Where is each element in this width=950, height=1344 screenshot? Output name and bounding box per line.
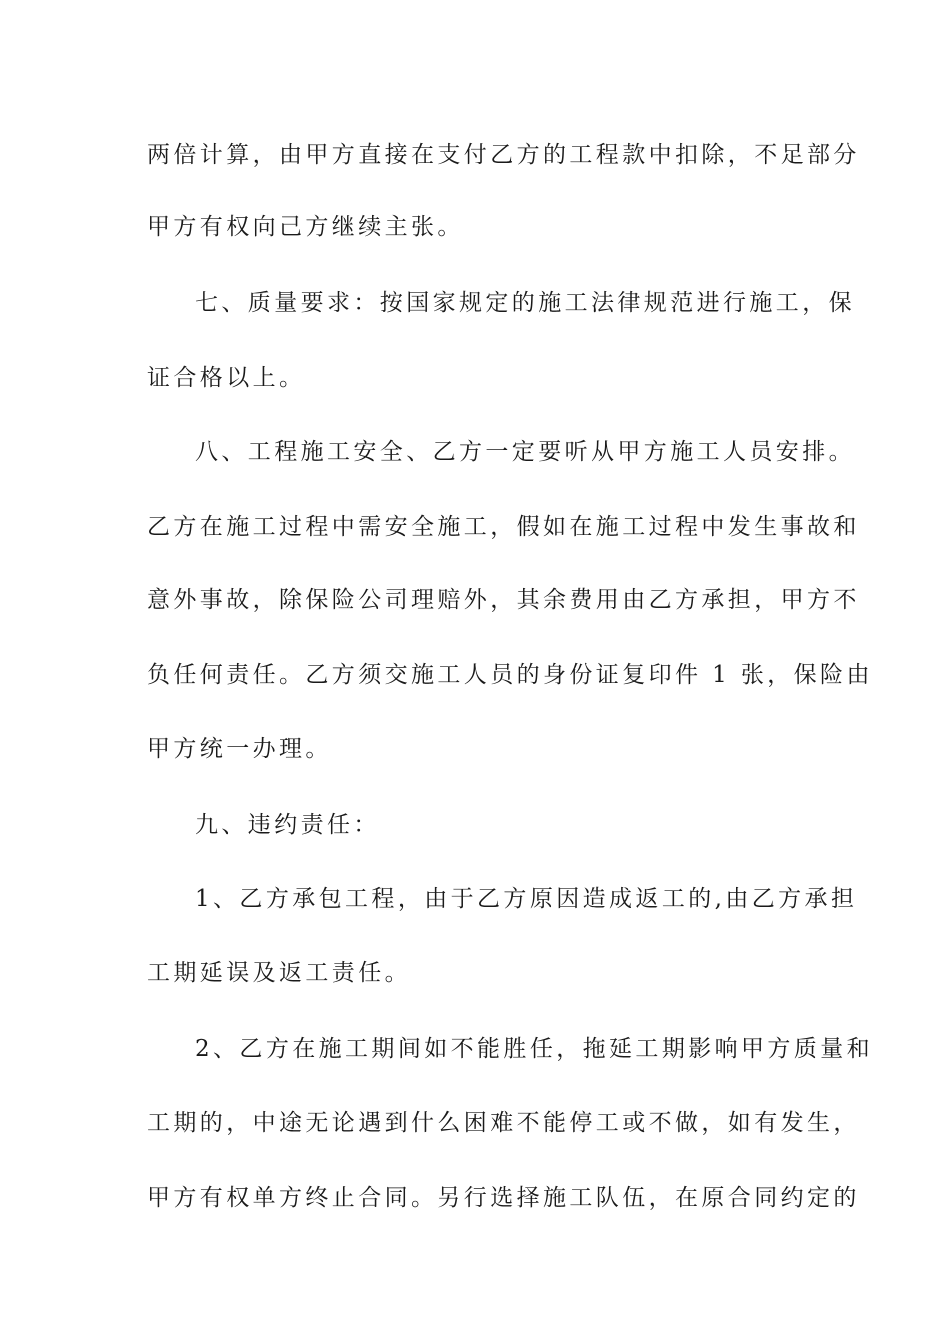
text-line: 工期的，中途无论遇到什么困难不能停工或不做，如有发生， — [147, 1110, 860, 1136]
text-line: 甲方有权向己方继续主张。 — [147, 214, 464, 240]
text-line: 负任何责任。乙方须交施工人员的身份证复印件 1 张，保险由 — [147, 662, 873, 688]
text-line: 甲方有权单方终止合同。另行选择施工队伍，在原合同约定的 — [147, 1185, 860, 1211]
section-heading-safety: 八、工程施工安全、乙方一定要听从甲方施工人员安排。 — [195, 439, 855, 465]
text-line: 两倍计算，由甲方直接在支付乙方的工程款中扣除，不足部分 — [147, 142, 860, 168]
text-line: 乙方在施工过程中需安全施工，假如在施工过程中发生事故和 — [147, 514, 860, 540]
text-line: 证合格以上。 — [147, 365, 306, 391]
text-line: 意外事故，除保险公司理赔外，其余费用由乙方承担，甲方不 — [147, 587, 860, 613]
text-line: 工期延误及返工责任。 — [147, 960, 411, 986]
section-heading-quality: 七、质量要求：按国家规定的施工法律规范进行施工，保 — [195, 290, 855, 316]
clause-2: 2、乙方在施工期间如不能胜任，拖延工期影响甲方质量和 — [195, 1036, 874, 1062]
section-heading-liability: 九、违约责任： — [195, 812, 380, 838]
clause-1: 1、乙方承包工程，由于乙方原因造成返工的,由乙方承担 — [195, 886, 858, 912]
text-line: 甲方统一办理。 — [147, 736, 332, 762]
